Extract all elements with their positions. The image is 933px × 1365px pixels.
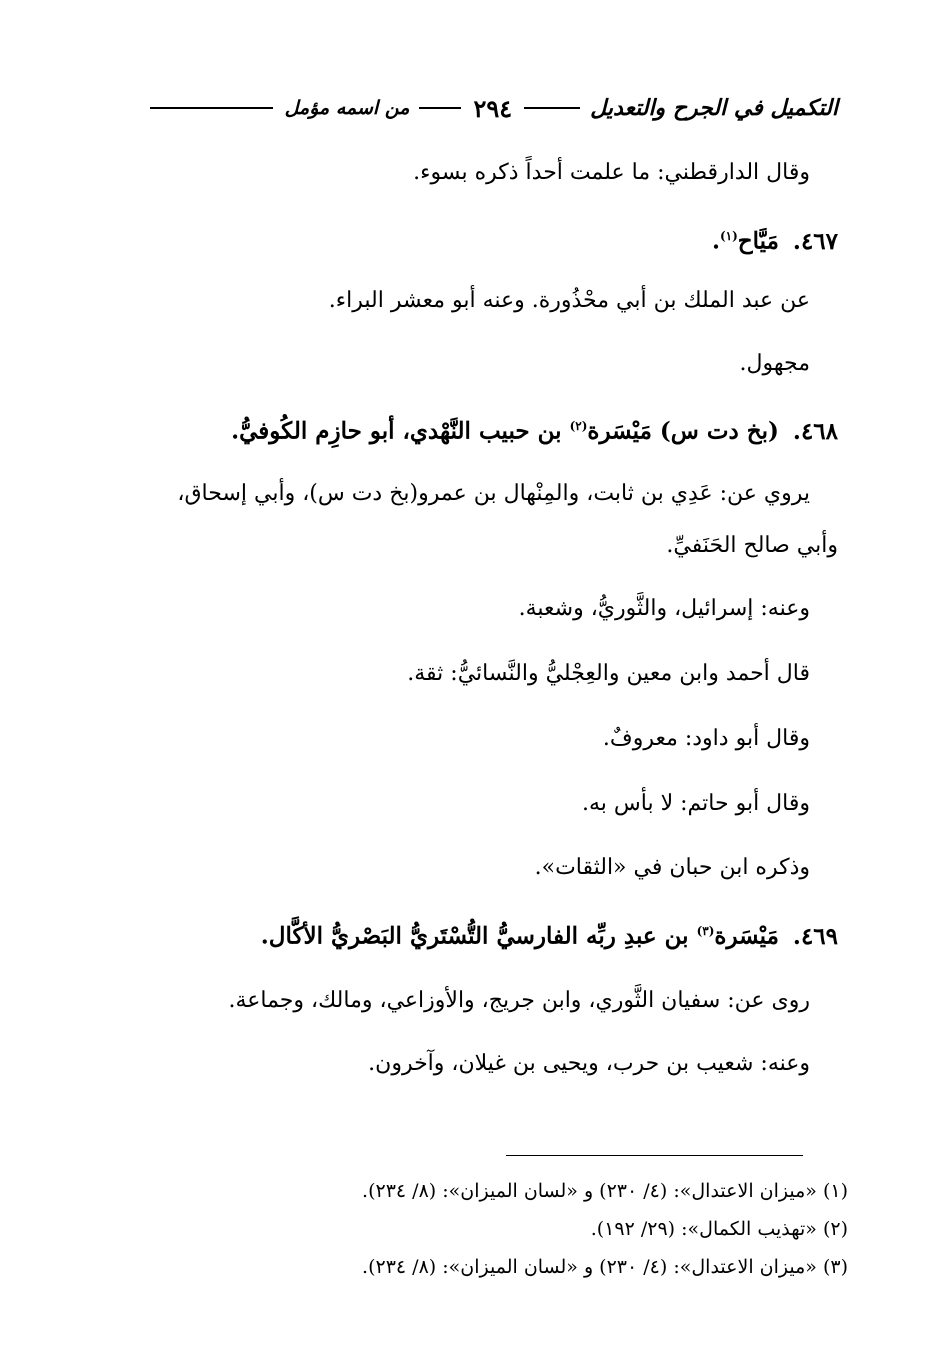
entry-name: مَيْسَرة xyxy=(714,922,779,950)
entry-name: مَيَّاح xyxy=(737,227,779,255)
footnote-separator xyxy=(506,1155,803,1156)
entry-number: ٤٦٩. xyxy=(792,922,838,950)
header-section-title: من اسمه مؤمل xyxy=(284,97,410,119)
entry-name-rest: بن حبيب النَّهْدي، أبو حازِم الكُوفيُّ. xyxy=(231,417,570,445)
footnote: (٢) «تهذيب الكمال»: (٢٩/ ١٩٢). xyxy=(590,1218,848,1240)
entry-heading-469 xyxy=(261,915,838,953)
text-line: وعنه: شعيب بن حرب، ويحيى بن غيلان، وآخرون. xyxy=(368,1051,810,1076)
footnote-ref: (٢) xyxy=(569,419,588,433)
text-line: وذكره ابن حبان في «الثقات». xyxy=(534,855,810,880)
entry-end: . xyxy=(711,227,720,255)
footnote-ref: (٣) xyxy=(696,924,715,938)
entry-name-rest: بن عبدِ ربِّه الفارسيُّ التُّسْتَريُّ البَصْريُّ الأكَّال. xyxy=(260,922,697,950)
text-line: وقال أبو داود: معروفٌ. xyxy=(602,726,810,751)
footnote: (٣) «ميزان الاعتدال»: (٤/ ٢٣٠) و «لسان الميزان»: (٨/ ٢٣٤). xyxy=(362,1256,848,1278)
text-line: وعنه: إسرائيل، والثَّوريُّ، وشعبة. xyxy=(518,596,810,621)
text-line: وقال أبو حاتم: لا بأس به. xyxy=(581,791,810,816)
header-book-title: التكميل في الجرح والتعديل xyxy=(590,95,838,121)
text-line: عن عبد الملك بن أبي محْذُورة. وعنه أبو معشر البراء. xyxy=(328,288,810,313)
text-line: مجهول. xyxy=(739,351,810,376)
text-line: قال أحمد وابن معين والعِجْليُّ والنَّسائيُّ: ثقة. xyxy=(407,661,810,686)
page-number: ٢٩٤ xyxy=(473,93,513,123)
header-rule xyxy=(150,107,273,109)
entry-number: ٤٦٧. xyxy=(792,227,838,255)
running-header xyxy=(150,88,838,128)
entry-heading-468 xyxy=(231,410,838,448)
footnote-ref: (١) xyxy=(719,229,738,243)
text-line: يروي عن: عَدِي بن ثابت، والمِنْهال بن عمرو(بخ دت س)، وأبي إسحاق، xyxy=(177,481,810,506)
entry-number: ٤٦٨. xyxy=(792,417,838,445)
entry-name: (بخ دت س) مَيْسَرة xyxy=(587,417,779,445)
text-line: وأبي صالح الحَنَفيِّ. xyxy=(666,533,838,558)
footnote: (١) «ميزان الاعتدال»: (٤/ ٢٣٠) و «لسان الميزان»: (٨/ ٢٣٤). xyxy=(362,1180,848,1202)
header-rule xyxy=(419,107,461,109)
text-line: روى عن: سفيان الثَّوري، وابن جريج، والأوزاعي، ومالك، وجماعة. xyxy=(228,988,810,1013)
header-rule xyxy=(524,107,580,109)
text-line: وقال الدارقطني: ما علمت أحداً ذكره بسوء. xyxy=(413,160,810,185)
entry-heading-467 xyxy=(712,220,838,258)
